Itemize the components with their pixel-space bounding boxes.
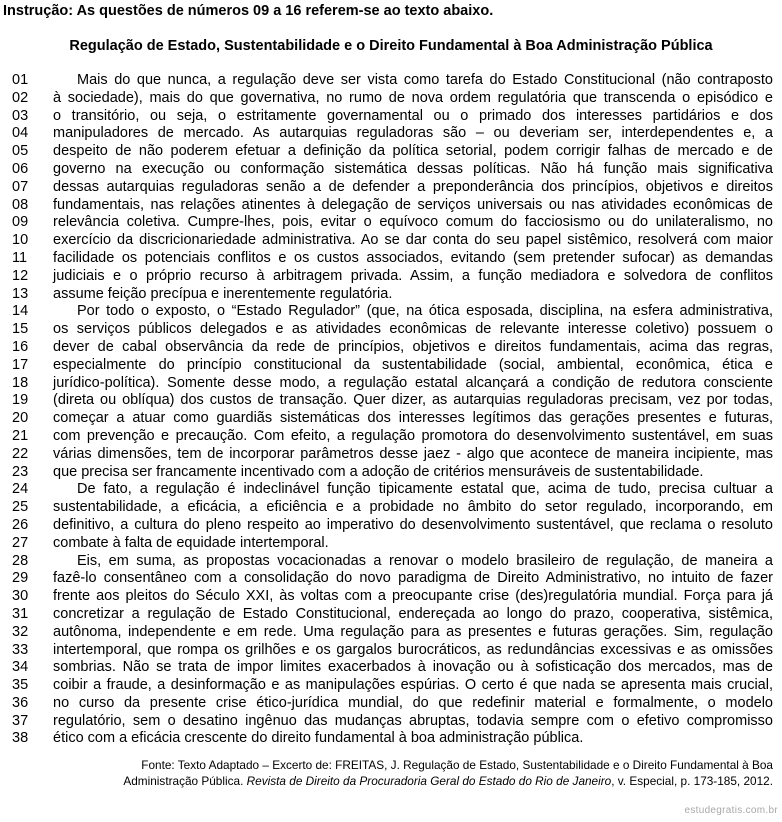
line-number: 22 — [12, 445, 29, 462]
line-number: 34 — [12, 659, 29, 676]
text-line: combate à falta de equidade intertemporal. — [53, 534, 329, 551]
text-line: sombrias. Não se trata de impor limites exacerbados à inovação ou à sofisticação dos mercados, mas de — [53, 659, 773, 676]
text-line: (direta ou oblíqua) dos custos de transação. Quer dizer, as autarquias reguladoras precisam, vez por todas, — [53, 392, 773, 409]
line-number: 31 — [12, 605, 29, 622]
text-line: com prevenção e precaução. Com efeito, a regulação promotora do desenvolvimento sustentável, em suas — [53, 427, 773, 444]
line-number: 06 — [12, 160, 29, 177]
line-number: 04 — [12, 125, 29, 142]
line-number: 37 — [12, 712, 29, 729]
line-number: 21 — [12, 427, 29, 444]
text-line: começar a atuar como guardiãs sistemáticas dos interesses legítimos das gerações presentes e futuras, — [53, 410, 773, 427]
line-number: 12 — [12, 267, 29, 284]
source-title: Administração Pública. — [123, 774, 247, 788]
text-line: intertemporal, que rompa os grilhões e os gargalos burocráticos, as redundâncias excessivas e as omissões — [53, 641, 773, 658]
source-journal: Revista de Direito da Procuradoria Geral do Estado do Rio de Janeiro — [246, 774, 612, 788]
text-line: que precisa ser francamente incentivado com a adoção de critérios mensuráveis de sustentabilidade. — [53, 463, 704, 480]
text-line: exercício da discricionariedade administrativa. Ao se dar conta do seu papel sistêmico, resolverá com maior — [53, 232, 773, 249]
line-number: 08 — [12, 196, 29, 213]
source-citation — [73, 757, 773, 789]
source-line-1: Fonte: Texto Adaptado – Excerto de: FREITAS, J. Regulação de Estado, Sustentabilidade e o Direito Fundamental à Boa — [141, 758, 773, 772]
line-number: 15 — [12, 321, 29, 338]
line-number: 13 — [12, 285, 29, 302]
text-line: dessas autarquias reguladoras senão a de defender a preponderância dos princípios, objetivos e direitos — [53, 178, 773, 195]
text-line: manipuladores de mercado. As autarquias reguladoras são – ou deveriam ser, interdependentes e, a — [53, 125, 773, 142]
text-line: facilidade os potenciais conflitos e os custos associados, evitando (sem pretender sufocar) as demandas — [53, 249, 773, 266]
text-line: jurídico-política). Somente desse modo, a regulação estatal alcançará a condição de redutora consciente — [53, 374, 773, 391]
text-line: à sociedade), mais do que governativa, no rumo de nova ordem regulatória que transcenda o episódico e — [53, 89, 773, 106]
text-line: relevância coletiva. Cumpre-lhes, pois, evitar o equívoco comum do facciosismo ou do unilateralismo, no — [53, 214, 773, 231]
text-line: despeito de não poderem efetuar a definição da política setorial, podem corrigir falhas de mercado e de — [53, 143, 773, 160]
line-number: 03 — [12, 107, 29, 124]
line-number: 01 — [12, 72, 29, 88]
source-line-2 — [73, 773, 773, 789]
text-line: sustentabilidade, a eficácia, a eficiência e a probidade no âmbito do setor regulado, incorporando, em — [53, 499, 773, 516]
line-number: 20 — [12, 410, 29, 427]
text-line: assume feição precípua e inerentemente regulatória. — [53, 285, 393, 302]
line-number: 23 — [12, 463, 29, 480]
text-line: De fato, a regulação é indeclinável função tipicamente estatal que, acima de tudo, precisa cultuar a — [77, 481, 773, 498]
line-number: 26 — [12, 516, 29, 533]
line-number: 30 — [12, 588, 29, 605]
text-line: frente aos pleitos do Século XXI, às voltas com a preocupante crise (des)regulatória mundial. Força para já — [53, 588, 773, 605]
line-number: 27 — [12, 534, 29, 551]
line-number: 35 — [12, 677, 29, 694]
text-line: coibir a fraude, a desinformação e as manipulações espúrias. O certo é que nada se apresenta mais crucial, — [53, 677, 773, 694]
text-line: fazê-lo consentâneo com a consolidação do novo paradigma de Direito Administrativo, no intuito de fazer — [53, 570, 773, 587]
line-number: 33 — [12, 641, 29, 658]
text-line: várias dimensões, tem de incorporar parâmetros desse jaez - algo que acontece de maneira incipiente, mas — [53, 445, 773, 462]
line-number: 28 — [12, 552, 29, 569]
text-line: judiciais e o próprio recurso à arbitragem privada. Assim, a função mediadora e solvedora de conflitos — [53, 267, 773, 284]
line-number: 38 — [12, 730, 29, 747]
line-number: 24 — [12, 481, 29, 498]
line-number: 09 — [12, 214, 29, 231]
source-details: , v. Especial, p. 173-185, 2012. — [611, 774, 773, 788]
text-line: especialmente do princípio constitucional da sustentabilidade (social, ambiental, econômica, ética e — [53, 356, 773, 373]
line-number: 11 — [12, 249, 28, 266]
text-line: no curso da presente crise ético-jurídica mundial, do que redefinir material e formalmente, o modelo — [53, 694, 773, 711]
text-line: autônoma, independente e em rede. Uma regulação para as presentes e futuras gerações. Sim, regulação — [53, 623, 773, 640]
line-number: 25 — [12, 499, 29, 516]
text-line: Mais do que nunca, a regulação deve ser vista como tarefa do Estado Constitucional (não contraposto — [77, 72, 773, 88]
line-numbers-column — [12, 72, 42, 748]
line-number: 19 — [12, 392, 29, 409]
text-line: o transitório, ou seja, o estritamente governamental ou o primado dos interesses partidários e dos — [53, 107, 773, 124]
text-line: os serviços públicos delegados e as atividades econômicas de relevante interesse coletivo) possuem o — [53, 321, 773, 338]
line-number: 36 — [12, 694, 29, 711]
text-line: fundamentais, nas relações atinentes à delegação de serviços universais ou nas atividades econômicas de — [53, 196, 773, 213]
line-number: 14 — [12, 303, 29, 320]
line-number: 02 — [12, 89, 29, 106]
text-line: Eis, em suma, as propostas vocacionadas a renovar o modelo brasileiro de regulação, de maneira a — [77, 552, 773, 569]
text-line: Por todo o exposto, o “Estado Regulador” (que, na ótica esposada, disciplina, na esfera administrativa, — [77, 303, 773, 320]
line-number: 17 — [12, 356, 29, 373]
text-line: ético com a eficácia crescente do direito fundamental à boa administração pública. — [53, 730, 584, 747]
line-number: 18 — [12, 374, 29, 391]
text-line: concretizar a regulação de Estado Constitucional, endereçada ao longo do prazo, cooperativa, sistêmica, — [53, 605, 773, 622]
text-line: dever de cabal observância da rede de princípios, objetivos e direitos fundamentais, acima das regras, — [53, 338, 773, 355]
line-number: 16 — [12, 338, 29, 355]
line-number: 10 — [12, 232, 29, 249]
line-number: 07 — [12, 178, 29, 195]
article-title: Regulação de Estado, Sustentabilidade e o Direito Fundamental à Boa Administração Pública — [69, 38, 713, 54]
watermark: estudegratis.com.br — [684, 805, 778, 816]
line-number: 29 — [12, 570, 29, 587]
text-line: regulatório, sem o desatino ingênuo das mudanças abruptas, todavia sempre com o efetivo compromisso — [53, 712, 773, 729]
line-number: 05 — [12, 143, 29, 160]
line-number: 32 — [12, 623, 29, 640]
text-line: governo na execução ou conformação sistemática dessas políticas. Não há função mais significativa — [53, 160, 773, 177]
text-line: definitivo, a cultura do pleno respeito ao imperativo do desenvolvimento sustentável, que reclama o resoluto — [53, 516, 773, 533]
instruction-text: Instrução: As questões de números 09 a 16 referem-se ao texto abaixo. — [3, 3, 494, 19]
article-body — [53, 72, 773, 748]
